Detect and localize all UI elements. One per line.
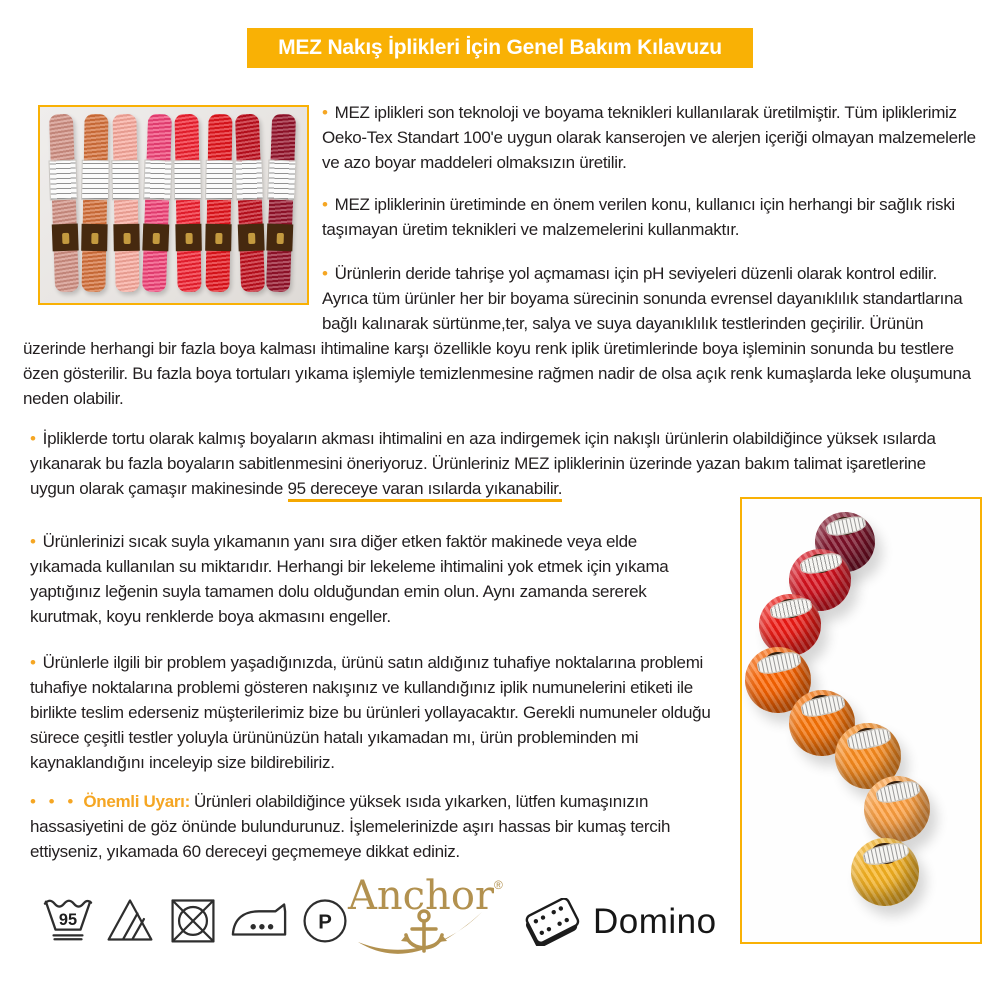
skein-label [173, 160, 202, 200]
skein-label [205, 160, 234, 200]
skein-band [175, 224, 201, 251]
thread-skein [205, 114, 232, 292]
domino-tile-icon [524, 898, 580, 946]
wash-95-icon [43, 892, 93, 948]
care-symbols-row [43, 892, 351, 948]
paragraph-2 [322, 192, 982, 242]
bullet-dot: • [322, 195, 328, 214]
thread-skein [235, 114, 265, 293]
anchor-logo-text: Anchor [348, 873, 495, 919]
paragraph-5-text: Ürünlerinizi sıcak suyla yıkamanın yanı sıra diğer etken faktör makinede veya elde yıkamada kullanılan su miktarıdır. Herhangi bir lekeleme ihtimalini yok etmek için yıkama yaptığınız leğenin suyla tamamen dolu olduğundan emin olun. Aynı zamanda sererek kurutmak, koyu renklerde boya akmasını engeller. [30, 532, 669, 626]
thread-skein [174, 114, 201, 292]
anchor-icon [354, 906, 488, 962]
skein-band [81, 224, 107, 251]
iron-three-dots-icon [230, 892, 288, 948]
paragraph-3-continued-text: üzerinde herhangi bir fazla boya kalması ihtimaline karşı özellikle koyu renk iplik üretimlerinde boya işleminin sonunda bu testlere özen gösterilir. Bu fazla boya tortuları yıkama işlemiyle temizlenmesine rağmen nadir de olsa açık renk kumaşlarda leke oluşumuna neden olabilir. [23, 339, 971, 408]
thread-skein [266, 114, 296, 293]
skein-band [205, 224, 231, 251]
domino-logo [524, 898, 717, 946]
bullet-dot: • [322, 103, 328, 122]
do-not-tumble-dry-icon [167, 892, 219, 948]
paragraph-3-text: Ürünlerin deride tahrişe yol açmaması için pH seviyeleri düzenli olarak kontrol edilir. Ayrıca tüm ürünler her bir boyama sürecinin sonunda evrensel dayanıklılık standartlarına bağlı kalınarak sürtünme,ter, salya ve suya dayanıklılık testlerinden geçirilir. Ürünün [322, 264, 963, 333]
paragraph-4 [30, 426, 958, 501]
paragraph-2-text: MEZ ipliklerinin üretiminde en önem verilen konu, kullanıcı için herhangi bir sağlık riski taşımayan üretim teknikleri ve malzemelerini kullanmaktır. [322, 195, 955, 239]
page-title: MEZ Nakış İplikleri İçin Genel Bakım Kılavuzu [278, 36, 722, 59]
thread-balls-photo [740, 497, 982, 944]
paragraph-1 [322, 100, 982, 175]
bullet-dot: • [322, 264, 328, 283]
anchor-logo [348, 873, 503, 967]
thread-skein [142, 114, 172, 293]
thread-skein [49, 114, 79, 293]
thread-ball [864, 776, 930, 842]
ball-label [756, 649, 803, 676]
skein-band [266, 224, 293, 252]
svg-text:95: 95 [58, 910, 78, 929]
thread-ball [759, 594, 821, 656]
bullet-dot: • [30, 653, 36, 672]
skein-label [267, 160, 296, 200]
thread-skein [81, 114, 108, 292]
ball-label [875, 778, 922, 805]
registered-mark: ® [494, 878, 503, 892]
skein-label [81, 160, 110, 200]
paragraph-6-text: Ürünlerle ilgili bir problem yaşadığınızda, ürünü satın aldığınız tuhafiye noktalarına problemi tuhafiye noktalarına problemi gösteren nakışınız ve kullandığınız iplik numunelerini etiketi ile birlikte teslim ederseniz müşterilerimiz bize bu ürünleri yollayacaktır. Gerekli numuneler olduğu sürece çeşitli testler yoluyla ürününüzün hatalı yıkamadan mı, ürün probleminden mi kaynaklandığını inceleyip size bildirebiliriz. [30, 653, 711, 772]
thread-ball [851, 838, 919, 906]
bullet-dot: • [30, 532, 36, 551]
skein-band [52, 224, 79, 252]
ball-label [800, 692, 847, 719]
skein-label [235, 160, 264, 200]
skein-label [111, 160, 140, 200]
ball-label [846, 725, 893, 752]
paragraph-3 [322, 261, 982, 336]
domino-logo-text: Domino [593, 902, 717, 941]
svg-text:P: P [318, 911, 332, 934]
title-banner [247, 28, 753, 68]
skein-band [142, 224, 169, 252]
paragraph-4-text: İpliklerde tortu olarak kalmış boyaların akması ihtimalini en aza indirgemek için nakışlı ürünlerin olabildiğince yüksek ısılarda yıkanarak bu fazla boyaların sabitlenmesini öneriyoruz. Ürünleriniz MEZ ipliklerinin üzerinde yazan bakım talimat işaretlerine uygun olarak çamaşır makinesinde [30, 429, 936, 498]
thread-skein [112, 114, 139, 292]
paragraph-1-text: MEZ iplikleri son teknoloji ve boyama teknikleri kullanılarak üretilmiştir. Tüm ipliklerimiz Oeko-Tex Standart 100'e uygun olarak kanserojen ve alerjen içeriği olmayan malzemelerle ve azo boyar maddeleri olmaksızın üretilir. [322, 103, 976, 172]
thread-skeins-photo [38, 105, 309, 305]
warning-dots: • • • [30, 792, 78, 811]
bullet-dot: • [30, 429, 36, 448]
bleach-triangle-icon [104, 892, 156, 948]
skein-label [143, 160, 172, 200]
skein-band [113, 224, 139, 251]
warning-text: Ürünleri olabildiğince yüksek ısıda yıkarken, lütfen kumaşınızın hassasiyetini de göz önünde bulundurunuz. İşlemelerinizde aşırı hassas bir kumaş tercih ettiyseniz, yıkamada 60 dereceyi geçmemeye dikkat ediniz. [30, 792, 671, 861]
paragraph-6 [30, 650, 725, 775]
skein-band [238, 224, 265, 252]
skein-label [49, 160, 78, 200]
dry-clean-p-icon [299, 892, 351, 948]
underlined-wash-note: 95 dereceye varan ısılarda yıkanabilir. [288, 479, 563, 502]
paragraph-5 [30, 529, 712, 629]
important-warning [30, 789, 725, 864]
paragraph-3-continued [23, 336, 975, 411]
warning-label: Önemli Uyarı: [83, 792, 190, 811]
